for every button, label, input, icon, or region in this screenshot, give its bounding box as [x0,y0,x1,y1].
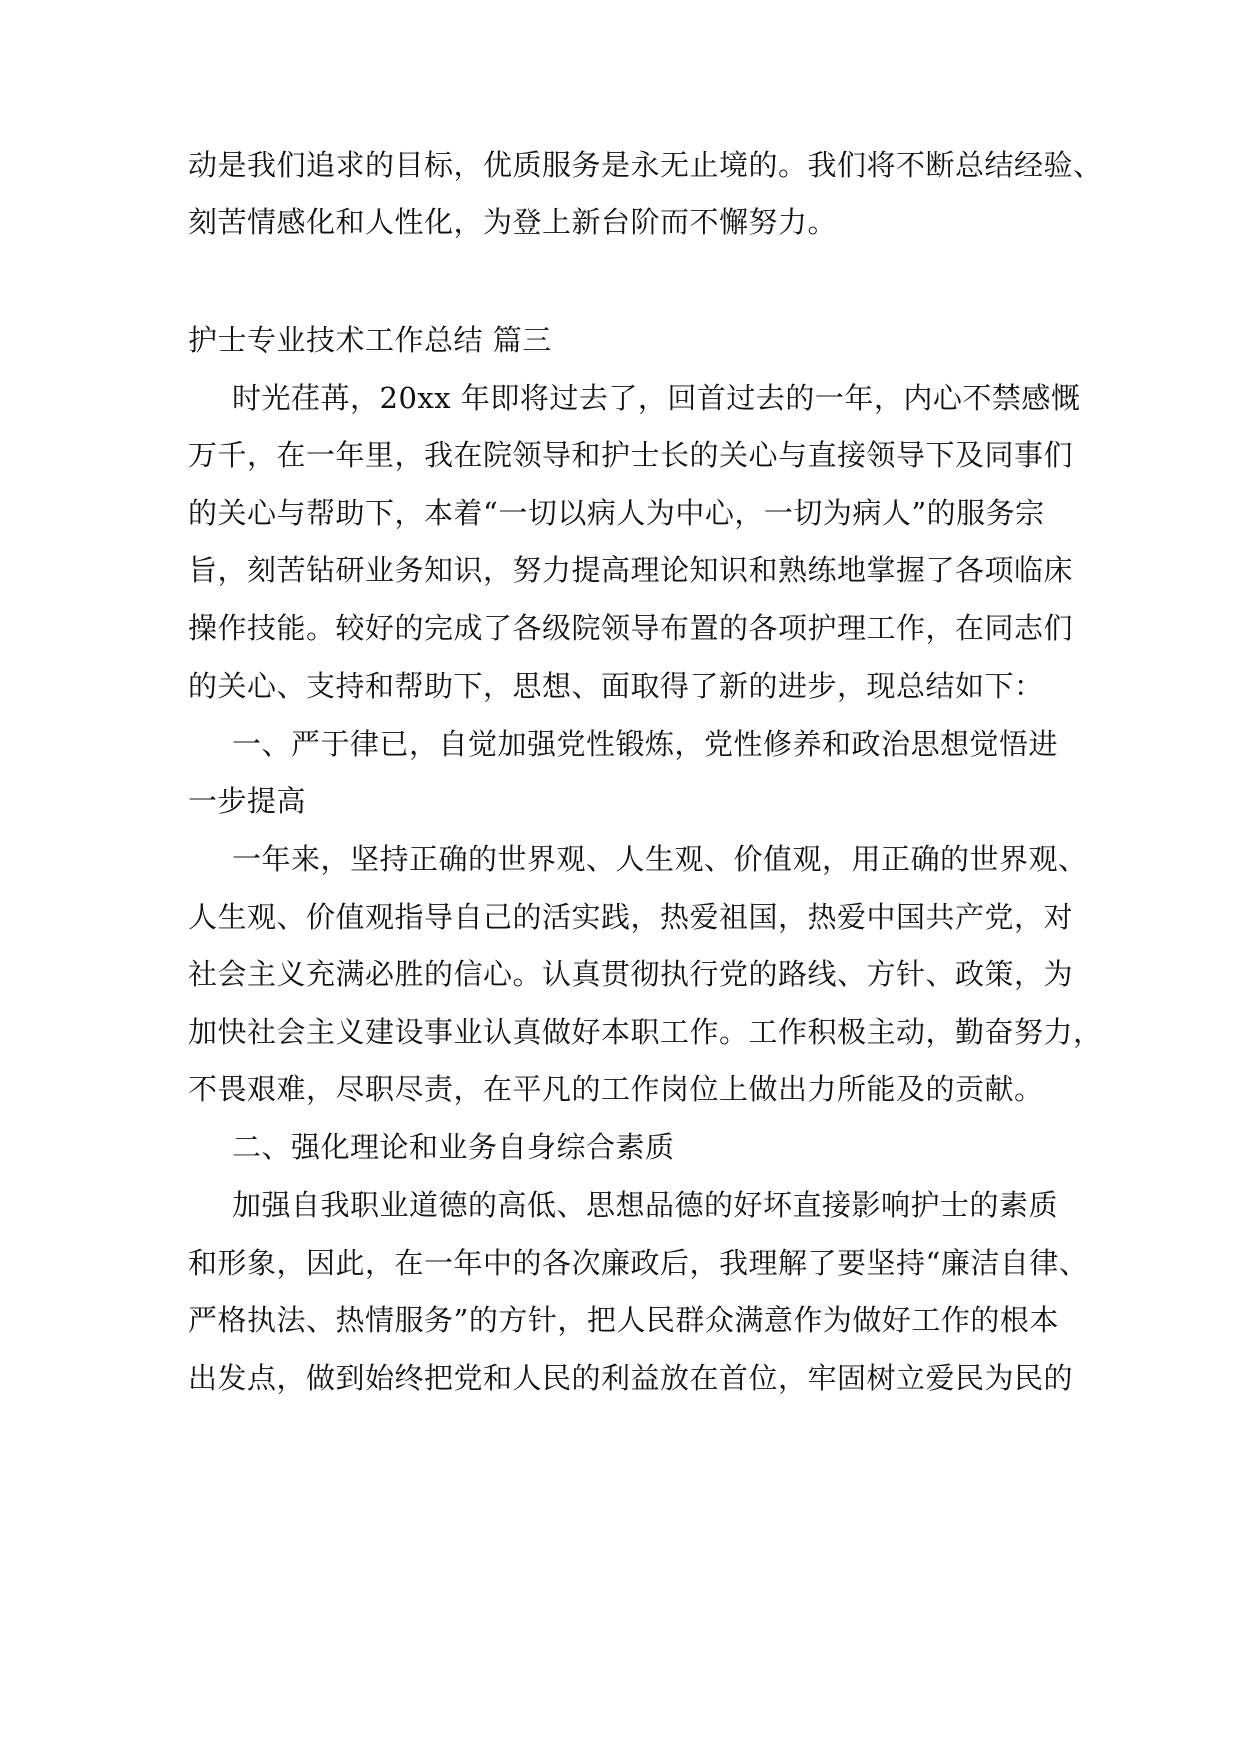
text-line: 时光荏苒，20xx 年即将过去了，回首过去的一年，内心不禁感慨 [232,381,1081,415]
text-line: 不畏艰难，尽职尽责，在平凡的工作岗位上做出力所能及的贡献。 [188,1072,1044,1106]
text-line: 社会主义充满必胜的信心。认真贯彻执行党的路线、方针、政策，为 [188,957,1074,991]
text-line: 一年来，坚持正确的世界观、人生观、价值观，用正确的世界观、 [232,842,1088,876]
text-line: 和形象，因此，在一年中的各次廉政后，我理解了要坚持“廉洁自律、 [188,1246,1089,1280]
text-line: 严格执法、热情服务”的方针，把人民群众满意作为做好工作的根本 [188,1303,1059,1337]
text-line: 万千，在一年里，我在院领导和护士长的关心与直接领导下及同事们 [188,438,1074,472]
text-line: 动是我们追求的目标，优质服务是永无止境的。我们将不断总结经验、 [188,148,1103,182]
subheading-continuation: 一步提高 [188,784,307,818]
subheading: 二、强化理论和业务自身综合素质 [232,1130,675,1164]
text-line: 操作技能。较好的完成了各级院领导布置的各项护理工作，在同志们 [188,611,1074,645]
text-line: 旨，刻苦钻研业务知识，努力提高理论知识和熟练地掌握了各项临床 [188,553,1074,587]
text-line: 人生观、价值观指导自己的活实践，热爱祖国，热爱中国共产党，对 [188,900,1074,934]
section-title: 护士专业技术工作总结 篇三 [188,323,552,357]
text-line: 加强自我职业道德的高低、思想品德的好坏直接影响护士的素质 [232,1188,1059,1222]
text-line: 的关心与帮助下，本着“一切以病人为中心，一切为病人”的服务宗 [188,496,1045,530]
text-line: 出发点，做到始终把党和人民的利益放在首位，牢固树立爱民为民的 [188,1361,1074,1395]
text-line: 的关心、支持和帮助下，思想、面取得了新的进步，现总结如下： [188,669,1044,703]
subheading: 一、严于律已，自觉加强党性锻炼，党性修养和政治思想觉悟进 [232,727,1059,761]
text-line: 刻苦情感化和人性化，为登上新台阶而不懈努力。 [188,205,838,239]
text-line: 加快社会主义建设事业认真做好本职工作。工作积极主动，勤奋努力， [188,1015,1103,1049]
